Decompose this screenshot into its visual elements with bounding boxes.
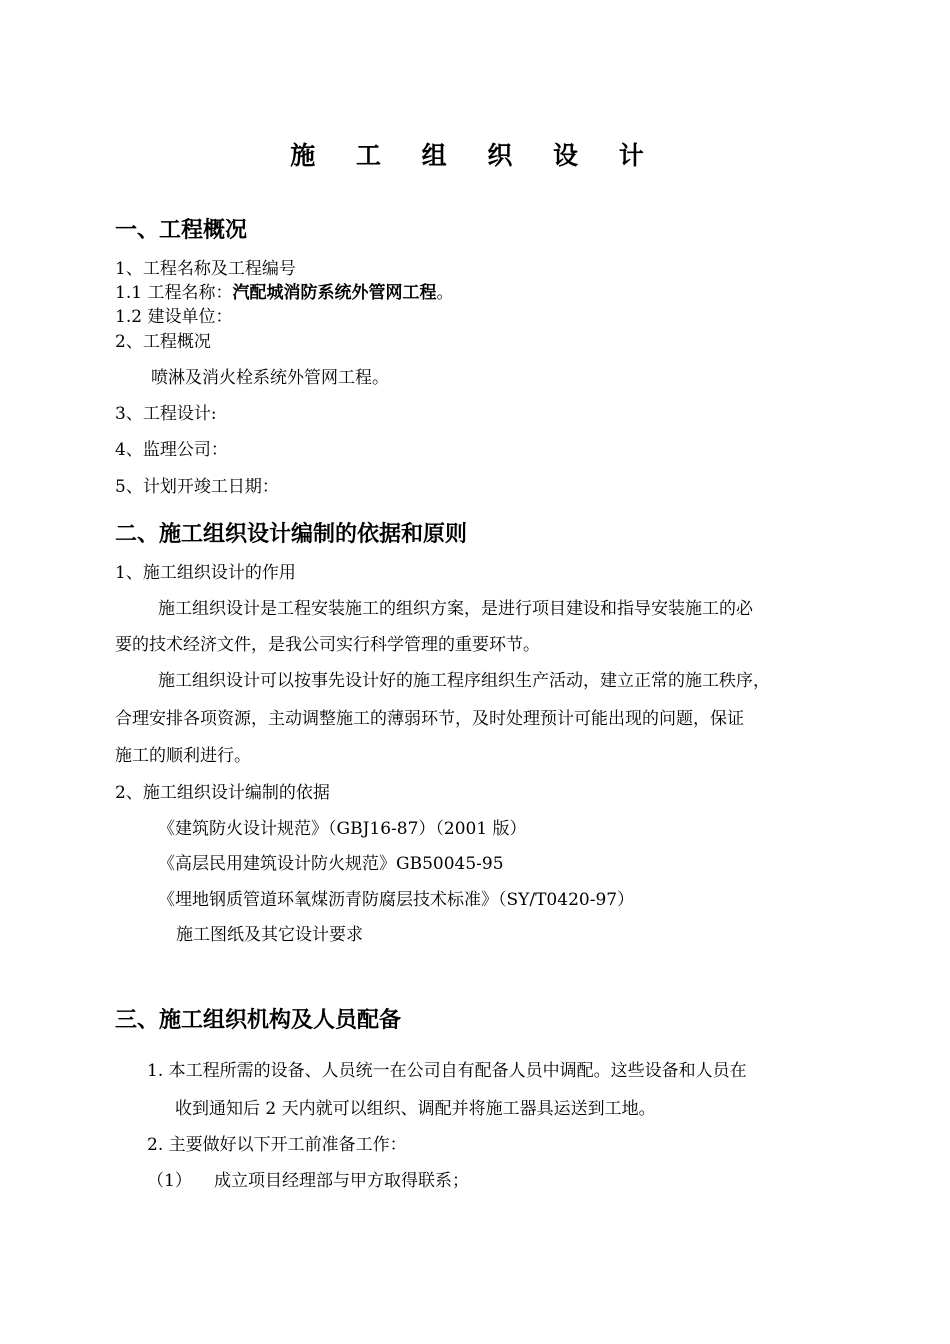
s1-project-name-suffix: 。 — [436, 283, 454, 303]
s3-item-3-text: 成立项目经理部与甲方取得联系； — [214, 1171, 469, 1191]
document-title: 施 工 组 织 设 计 — [290, 141, 660, 170]
s2-line-2: 2、施工组织设计编制的依据 — [115, 783, 330, 803]
s2-reference-4: 施工图纸及其它设计要求 — [176, 925, 363, 945]
s1-line-project-name — [115, 278, 453, 303]
s3-item-1-line-2: 收到通知后 2 天内就可以组织、调配并将施工器具运送到工地。 — [175, 1099, 656, 1119]
s1-line-3: 1.2 建设单位： — [115, 307, 233, 327]
s1-line-6: 3、工程设计: — [115, 404, 217, 424]
s2-para-2-line-3: 施工的顺利进行。 — [115, 746, 251, 766]
s3-item-2: 2. 主要做好以下开工前准备工作： — [147, 1135, 407, 1155]
s1-line-7: 4、监理公司： — [115, 440, 228, 460]
s1-line-4: 2、工程概况 — [115, 332, 211, 352]
section-2-heading: 二、施工组织设计编制的依据和原则 — [115, 522, 468, 547]
s1-project-name-label: 1.1 工程名称： — [115, 283, 233, 303]
s2-reference-3: 《埋地钢质管道环氧煤沥青防腐层技术标准》（SY/T0420-97） — [158, 890, 635, 910]
s2-para-2-line-2: 合理安排各项资源，主动调整施工的薄弱环节，及时处理预计可能出现的问题，保证 — [115, 709, 744, 729]
s1-line-1: 1、工程名称及工程编号 — [115, 259, 296, 279]
s3-item-3-number: （1） — [147, 1171, 192, 1191]
s1-project-name-value: 汽配城消防系统外管网工程 — [232, 283, 437, 303]
s2-reference-1: 《建筑防火设计规范》（GBJ16-87）（2001 版） — [158, 819, 527, 839]
s3-item-1-line-1: 1. 本工程所需的设备、人员统一在公司自有配备人员中调配。这些设备和人员在 — [147, 1061, 747, 1081]
section-3-heading: 三、施工组织机构及人员配备 — [115, 1008, 402, 1033]
s1-line-8: 5、计划开竣工日期： — [115, 477, 279, 497]
s2-para-1-line-2: 要的技术经济文件，是我公司实行科学管理的重要环节。 — [115, 635, 540, 655]
s2-line-1: 1、施工组织设计的作用 — [115, 563, 296, 583]
s2-reference-2: 《高层民用建筑设计防火规范》GB50045-95 — [158, 854, 504, 874]
section-1-heading: 一、工程概况 — [115, 218, 248, 243]
s2-para-1-line-1: 施工组织设计是工程安装施工的组织方案，是进行项目建设和指导安装施工的必 — [158, 599, 753, 619]
s2-para-2-line-1: 施工组织设计可以按事先设计好的施工程序组织生产活动，建立正常的施工秩序， — [158, 671, 770, 691]
s1-line-5: 喷淋及消火栓系统外管网工程。 — [151, 368, 389, 388]
